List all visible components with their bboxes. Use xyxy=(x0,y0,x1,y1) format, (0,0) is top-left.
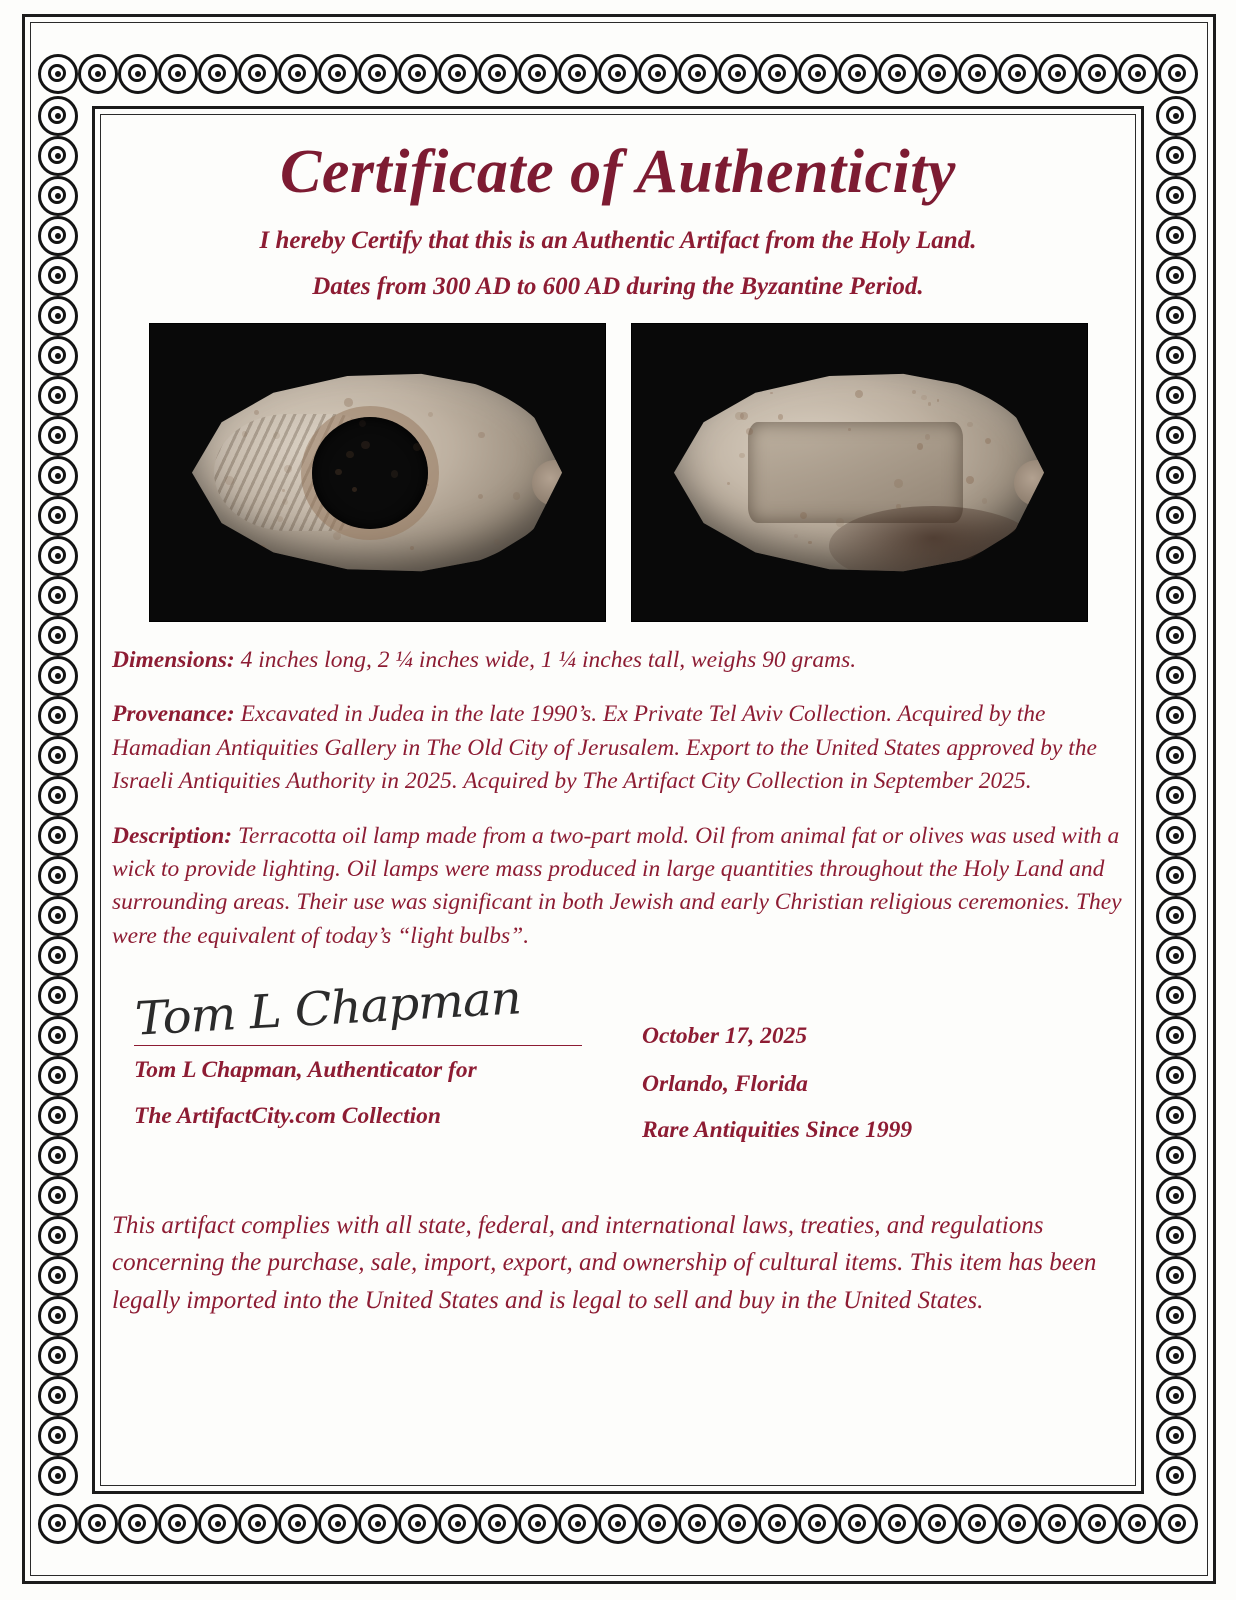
decorative-ring xyxy=(1038,54,1078,94)
decorative-ring xyxy=(1156,1256,1196,1296)
signature-line xyxy=(134,1045,582,1046)
decorative-ring xyxy=(38,96,78,136)
decorative-ring xyxy=(798,54,838,94)
decorative-ring xyxy=(878,54,918,94)
decorative-ring xyxy=(1156,1456,1196,1496)
decorative-ring xyxy=(438,1504,478,1544)
lamp-surface-speck xyxy=(794,534,798,538)
lamp-surface-speck xyxy=(282,499,289,506)
field-provenance xyxy=(112,698,1124,798)
decorative-ring xyxy=(1156,1056,1196,1096)
certify-statement-line-1: I hereby Certify that this is an Authentic Artifact from the Holy Land. xyxy=(259,227,977,255)
decorative-ring xyxy=(1156,576,1196,616)
decorative-ring xyxy=(958,1504,998,1544)
decorative-ring xyxy=(38,376,78,416)
lamp-spout xyxy=(1014,460,1060,506)
artifact-photos xyxy=(112,323,1124,622)
decorative-ring xyxy=(1156,256,1196,296)
decorative-ring xyxy=(318,1504,358,1544)
lamp-spout xyxy=(532,460,578,506)
decorative-ring xyxy=(1078,54,1118,94)
artifact-photo-top xyxy=(149,323,606,622)
signature-city: Orlando, Florida xyxy=(642,1070,808,1097)
compliance-statement: This artifact complies with all state, federal, and international laws, treaties, and regulations concerning the purchase, sale, import, export, and ownership of cultural items. This item has been legally imported into the United States and is legal to sell and buy in the United States. xyxy=(112,1211,1097,1314)
decorative-ring xyxy=(958,54,998,94)
lamp-surface-speck xyxy=(921,395,927,401)
decorative-ring xyxy=(1156,1296,1196,1336)
lamp-surface-speck xyxy=(346,451,354,459)
decorative-ring xyxy=(1156,296,1196,336)
decorative-ring xyxy=(1038,1504,1078,1544)
decorative-ring xyxy=(38,1256,78,1296)
decorative-band-top xyxy=(38,54,1198,96)
decorative-ring xyxy=(1158,54,1198,94)
decorative-ring xyxy=(238,1504,278,1544)
decorative-ring xyxy=(1118,1504,1158,1544)
decorative-ring xyxy=(518,54,558,94)
decorative-ring xyxy=(38,1096,78,1136)
decorative-ring xyxy=(38,1376,78,1416)
decorative-ring xyxy=(278,1504,318,1544)
decorative-ring xyxy=(998,54,1038,94)
decorative-ring xyxy=(1158,1504,1198,1544)
decorative-ring xyxy=(918,54,958,94)
decorative-ring xyxy=(678,1504,718,1544)
decorative-ring xyxy=(1156,1176,1196,1216)
lamp-fill-hole xyxy=(312,417,428,529)
decorative-ring xyxy=(1156,96,1196,136)
lamp-surface-speck xyxy=(855,390,863,398)
decorative-ring xyxy=(678,54,718,94)
decorative-ring xyxy=(998,1504,1038,1544)
lamp-surface-speck xyxy=(982,498,988,504)
decorative-ring xyxy=(1078,1504,1118,1544)
signature-block xyxy=(112,970,1124,1163)
description-label: Description: xyxy=(112,822,233,849)
lamp-surface-speck xyxy=(896,504,901,509)
description-value: Terracotta oil lamp made from a two-part mold. Oil from animal fat or olives was used with a wick to provide lighting. Oil lamps were mass produced in large quantities throughout the Holy Land and surrounding areas. Their use was significant in both Jewish and early Christian religious ceremonies. They were the equivalent of today’s “light bulbs”. xyxy=(112,822,1122,949)
lamp-surface-speck xyxy=(778,414,784,420)
decorative-ring xyxy=(158,54,198,94)
decorative-ring xyxy=(478,54,518,94)
decorative-ring xyxy=(38,1216,78,1256)
decorative-ring xyxy=(1156,336,1196,376)
lamp-surface-speck xyxy=(912,390,916,394)
decorative-ring xyxy=(1156,736,1196,776)
decorative-ring xyxy=(238,54,278,94)
decorative-ring xyxy=(1156,1216,1196,1256)
decorative-ring xyxy=(638,1504,678,1544)
decorative-ring xyxy=(38,336,78,376)
decorative-ring xyxy=(78,1504,118,1544)
decorative-ring xyxy=(838,54,878,94)
provenance-value: Excavated in Judea in the late 1990’s. Ex Private Tel Aviv Collection. Acquired by the Hamadian Antiquities Gallery in The Old City of Jerusalem. Export to the United States approved by the Israeli Antiquities Authority in 2025. Acquired by The Artifact City Collection in September 2025. xyxy=(112,701,1097,795)
certificate-content xyxy=(112,126,1124,1474)
decorative-ring xyxy=(38,856,78,896)
dimensions-value: 4 inches long, 2 ¼ inches wide, 1 ¼ inches tall, weighs 90 grams. xyxy=(240,647,857,674)
decorative-ring xyxy=(1156,1016,1196,1056)
lamp-surface-speck xyxy=(848,428,851,431)
decorative-ring xyxy=(1156,536,1196,576)
field-description xyxy=(112,820,1124,953)
decorative-ring xyxy=(78,54,118,94)
decorative-ring xyxy=(38,1016,78,1056)
decorative-ring xyxy=(1156,856,1196,896)
decorative-ring xyxy=(598,54,638,94)
lamp-surface-speck xyxy=(478,432,484,438)
decorative-ring xyxy=(38,1504,78,1544)
artifact-photo-bottom xyxy=(631,323,1088,622)
lamp-surface-speck xyxy=(966,476,974,484)
lamp-surface-speck xyxy=(808,541,812,545)
decorative-ring xyxy=(758,1504,798,1544)
field-dimensions xyxy=(112,644,1124,677)
lamp-surface-speck xyxy=(746,428,752,434)
signature-date: October 17, 2025 xyxy=(642,1022,808,1049)
decorative-ring xyxy=(1156,696,1196,736)
decorative-ring xyxy=(38,696,78,736)
lamp-surface-speck xyxy=(985,438,991,444)
decorative-ring xyxy=(1156,616,1196,656)
decorative-ring xyxy=(878,1504,918,1544)
decorative-ring xyxy=(1156,496,1196,536)
decorative-ring xyxy=(38,1296,78,1336)
decorative-ring xyxy=(1156,976,1196,1016)
decorative-ring xyxy=(38,816,78,856)
decorative-ring xyxy=(118,1504,158,1544)
decorative-ring xyxy=(38,1056,78,1096)
lamp-surface-speck xyxy=(494,539,500,545)
decorative-ring xyxy=(1156,656,1196,696)
decorative-ring xyxy=(558,1504,598,1544)
lamp-surface-speck xyxy=(478,494,483,499)
decorative-ring xyxy=(718,54,758,94)
decorative-ring xyxy=(38,976,78,1016)
decorative-ring xyxy=(1156,776,1196,816)
decorative-ring xyxy=(478,1504,518,1544)
decorative-ring xyxy=(38,136,78,176)
oil-lamp-top-illustration xyxy=(192,368,562,578)
decorative-ring xyxy=(38,176,78,216)
lamp-surface-speck xyxy=(513,492,520,499)
lamp-surface-speck xyxy=(894,479,902,487)
company-tagline: Rare Antiquities Since 1999 xyxy=(642,1116,913,1143)
decorative-ring xyxy=(1156,1376,1196,1416)
lamp-surface-speck xyxy=(928,402,931,405)
decorative-ring xyxy=(198,54,238,94)
decorative-ring xyxy=(118,54,158,94)
decorative-ring xyxy=(358,1504,398,1544)
lamp-surface-speck xyxy=(427,484,429,486)
decorative-ring xyxy=(1156,136,1196,176)
lamp-surface-speck xyxy=(727,482,730,485)
lamp-surface-speck xyxy=(428,412,433,417)
decorative-ring xyxy=(38,456,78,496)
lamp-surface-speck xyxy=(254,410,259,415)
decorative-ring xyxy=(38,656,78,696)
decorative-ring xyxy=(38,256,78,296)
decorative-ring xyxy=(798,1504,838,1544)
dimensions-label: Dimensions: xyxy=(112,647,235,674)
decorative-ring xyxy=(398,54,438,94)
decorative-ring xyxy=(758,54,798,94)
decorative-ring xyxy=(318,54,358,94)
decorative-ring xyxy=(918,1504,958,1544)
decorative-ring xyxy=(38,216,78,256)
lamp-surface-speck xyxy=(333,532,342,541)
decorative-ring xyxy=(518,1504,558,1544)
decorative-ring xyxy=(598,1504,638,1544)
decorative-ring xyxy=(718,1504,758,1544)
decorative-ring xyxy=(38,776,78,816)
decorative-ring xyxy=(38,1456,78,1496)
decorative-ring xyxy=(38,936,78,976)
decorative-ring xyxy=(158,1504,198,1544)
decorative-ring xyxy=(1156,1336,1196,1376)
decorative-ring xyxy=(1156,936,1196,976)
lamp-surface-speck xyxy=(391,470,399,478)
lamp-surface-speck xyxy=(361,441,370,450)
decorative-ring xyxy=(558,54,598,94)
decorative-ring xyxy=(38,1176,78,1216)
decorative-ring xyxy=(38,54,78,94)
decorative-ring xyxy=(1156,216,1196,256)
lamp-surface-speck xyxy=(735,412,744,421)
decorative-ring xyxy=(358,54,398,94)
signer-organization: The ArtifactCity.com Collection xyxy=(134,1102,441,1129)
lamp-surface-speck xyxy=(967,422,973,428)
decorative-ring xyxy=(1156,416,1196,456)
page-title: Certificate of Authenticity xyxy=(280,138,956,206)
decorative-ring xyxy=(398,1504,438,1544)
lamp-shadow xyxy=(829,506,1036,586)
decorative-ring xyxy=(38,736,78,776)
lamp-surface-speck xyxy=(999,390,1003,394)
lamp-surface-speck xyxy=(800,512,807,519)
lamp-surface-speck xyxy=(282,489,284,491)
decorative-ring xyxy=(38,496,78,536)
decorative-ring xyxy=(1156,1096,1196,1136)
decorative-ring xyxy=(1118,54,1158,94)
decorative-band-bottom xyxy=(38,1504,1198,1546)
lamp-surface-speck xyxy=(770,392,772,394)
decorative-ring xyxy=(38,1136,78,1176)
decorative-ring xyxy=(1156,376,1196,416)
lamp-surface-speck xyxy=(258,545,265,552)
lamp-surface-speck xyxy=(335,469,341,475)
decorative-ring xyxy=(838,1504,878,1544)
lamp-surface-speck xyxy=(246,540,253,547)
oil-lamp-bottom-illustration xyxy=(674,368,1044,578)
decorative-ring xyxy=(278,54,318,94)
decorative-ring xyxy=(1156,896,1196,936)
decorative-ring xyxy=(1156,176,1196,216)
lamp-surface-speck xyxy=(937,399,940,402)
certify-statement-line-2: Dates from 300 AD to 600 AD during the Byzantine Period. xyxy=(312,273,924,301)
handwritten-signature: Tom L Chapman xyxy=(133,970,522,1046)
decorative-ring xyxy=(438,54,478,94)
decorative-ring xyxy=(38,296,78,336)
decorative-ring xyxy=(638,54,678,94)
decorative-ring xyxy=(38,896,78,936)
decorative-ring xyxy=(1156,456,1196,496)
decorative-band-right xyxy=(1156,96,1198,1506)
lamp-surface-speck xyxy=(410,546,414,550)
decorative-ring xyxy=(38,536,78,576)
decorative-ring xyxy=(198,1504,238,1544)
decorative-ring xyxy=(38,416,78,456)
decorative-ring xyxy=(38,616,78,656)
decorative-ring xyxy=(1156,1416,1196,1456)
decorative-band-left xyxy=(38,96,80,1506)
decorative-ring xyxy=(1156,1136,1196,1176)
decorative-ring xyxy=(38,1336,78,1376)
signer-name: Tom L Chapman, Authenticator for xyxy=(134,1056,477,1083)
decorative-ring xyxy=(38,1416,78,1456)
decorative-ring xyxy=(1156,816,1196,856)
provenance-label: Provenance: xyxy=(112,701,235,728)
decorative-ring xyxy=(38,576,78,616)
lamp-surface-speck xyxy=(739,453,744,458)
lamp-surface-speck xyxy=(344,398,352,406)
